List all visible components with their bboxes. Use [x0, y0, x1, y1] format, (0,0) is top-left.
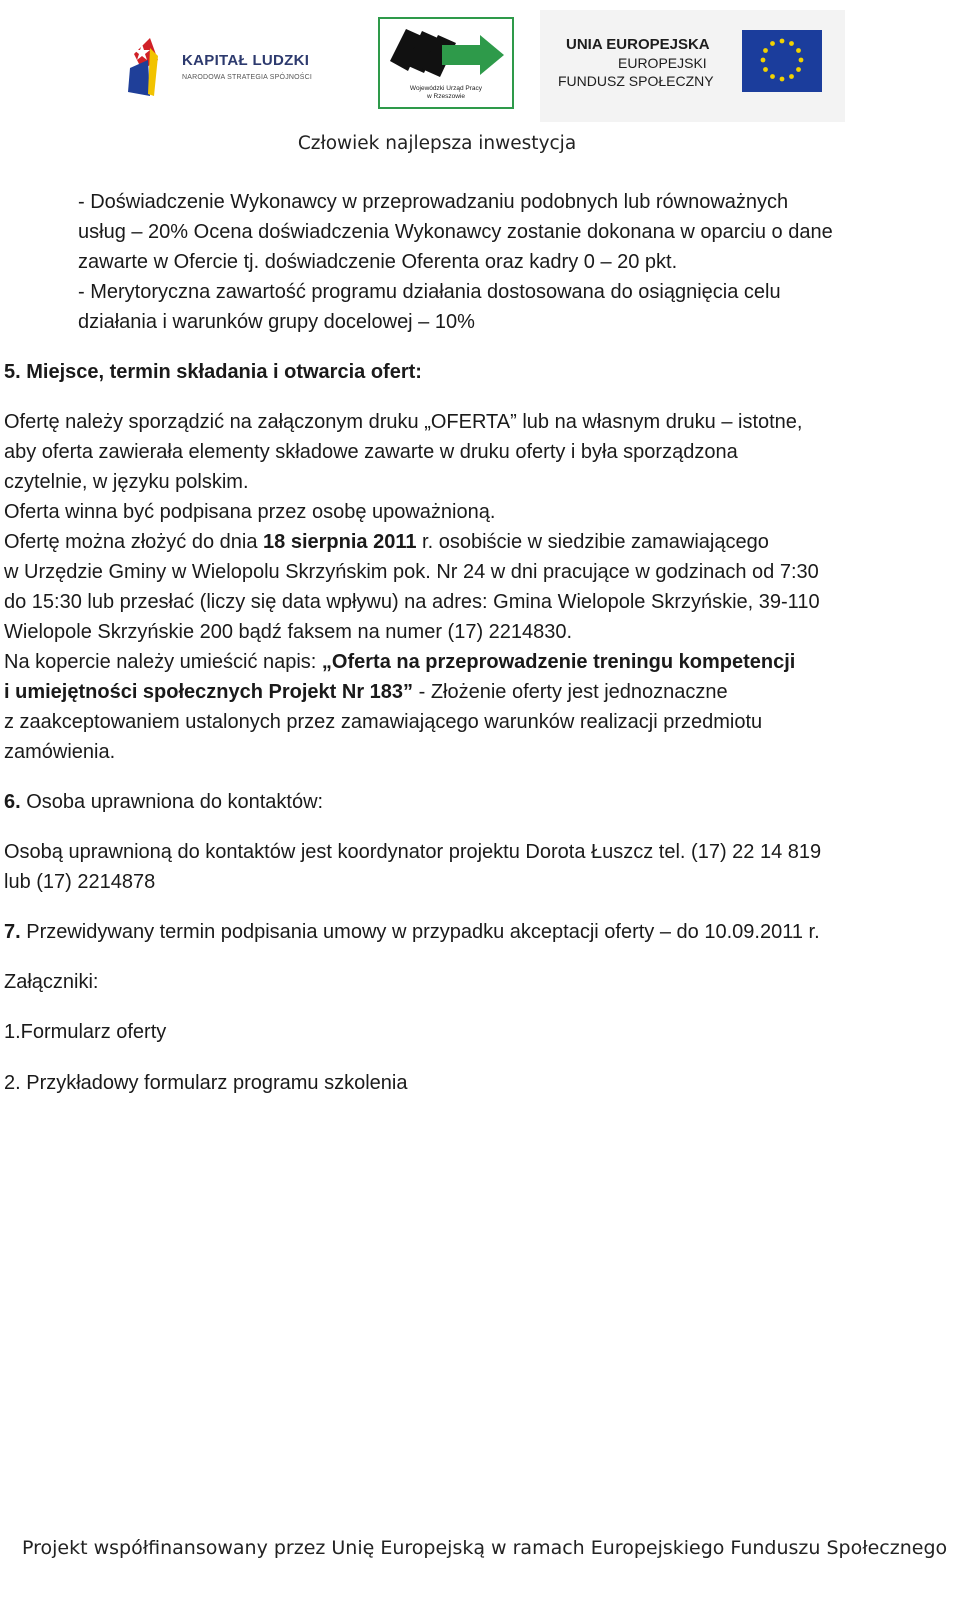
section5-line-2: aby oferta zawierała elementy składowe zawarte w druku oferty i była sporządzona [4, 441, 738, 463]
section5-line-1: Ofertę należy sporządzić na załączonym druku „OFERTA” lub na własnym druku – istotne, [4, 411, 803, 433]
criteria-line-3: zawarte w Ofercie tj. doświadczenie Oferenta oraz kadry 0 – 20 pkt. [78, 251, 678, 273]
motto: Człowiek najlepsza inwestycja [297, 133, 577, 154]
section5-line-7: do 15:30 lub przesłać (liczy się data wpływu) na adres: Gmina Wielopole Skrzyńskie, 39-110 [4, 591, 820, 613]
criteria-line-1: - Doświadczenie Wykonawcy w przeprowadzaniu podobnych lub równoważnych [78, 191, 789, 213]
attachment-item-1: 1.Formularz oferty [4, 1021, 167, 1043]
eu-label-line1: UNIA EUROPEJSKA [566, 36, 710, 53]
deadline-intro: Ofertę można złożyć do dnia [4, 531, 264, 553]
attachment-item-2: 2. Przykładowy formularz programu szkolenia [4, 1072, 408, 1094]
eu-efs-logo [540, 10, 845, 122]
section5-heading: 5. Miejsce, termin składania i otwarcia ofert: [4, 361, 422, 383]
kapital-ludzki-title: KAPITAŁ LUDZKI [182, 52, 310, 69]
wup-label [380, 85, 512, 101]
section5-line-5 [4, 527, 769, 557]
page-footer: Projekt współfinansowany przez Unię Europejską w ramach Europejskiego Funduszu Społecznego [22, 1537, 948, 1559]
section5-line-10 [4, 677, 728, 707]
eu-label-line3: FUNDUSZ SPOŁECZNY [558, 73, 714, 89]
eu-label-line2: EUROPEJSKI [618, 55, 707, 71]
kapital-ludzki-emblem-icon [128, 30, 178, 98]
section6-line-1: Osobą uprawnioną do kontaktów jest koordynator projektu Dorota Łuszcz tel. (17) 22 14 819 [4, 841, 822, 863]
criteria-line-4: - Merytoryczna zawartość programu działania dostosowana do osiągnięcia celu [78, 281, 781, 303]
section6-number: 6. [4, 791, 21, 813]
deadline-rest: r. osobiście w siedzibie zamawiającego [416, 531, 769, 553]
criteria-line-5: działania i warunków grupy docelowej – 10% [78, 311, 475, 333]
section5-line-12: zamówienia. [4, 741, 116, 763]
wup-rzeszow-logo [378, 17, 514, 109]
kapital-ludzki-subtitle: NARODOWA STRATEGIA SPÓJNOŚCI [182, 74, 313, 81]
wup-cards-arrow-icon [380, 21, 512, 85]
envelope-intro: Na kopercie należy umieścić napis: [4, 651, 322, 673]
attachments-heading: Załączniki: [4, 971, 99, 993]
deadline-date: 18 sierpnia 2011 [263, 531, 417, 553]
wup-label-line2: w Rzeszowie [427, 93, 465, 100]
kapital-ludzki-logo [128, 30, 338, 100]
page-header [0, 0, 960, 154]
eu-flag-icon [742, 30, 822, 92]
section5-line-11: z zaakceptowaniem ustalonych przez zamawiającego warunków realizacji przedmiotu [4, 711, 763, 733]
section5-line-4: Oferta winna być podpisana przez osobę upoważnioną. [4, 501, 496, 523]
section7-number: 7. [4, 921, 21, 943]
section6-heading [4, 787, 323, 817]
envelope-label-part1: „Oferta na przeprowadzenie treningu kompetencji [321, 651, 796, 673]
wup-label-line1: Wojewódzki Urząd Pracy [409, 85, 483, 92]
section5-line-9 [4, 647, 795, 677]
section6-line-2: lub (17) 2214878 [4, 871, 156, 893]
section7-line [4, 917, 820, 947]
section6-title: Osoba uprawniona do kontaktów: [20, 791, 324, 813]
envelope-label-part2: i umiejętności społecznych Projekt Nr 183” [4, 681, 414, 703]
section5-line-3: czytelnie, w języku polskim. [4, 471, 249, 493]
criteria-line-2: usług – 20% Ocena doświadczenia Wykonawcy zostanie dokonana w oparciu o dane [78, 221, 833, 243]
section5-line-6: w Urzędzie Gminy w Wielopolu Skrzyńskim pok. Nr 24 w dni pracujące w godzinach od 7:30 [4, 561, 819, 583]
envelope-note: - Złożenie oferty jest jednoznaczne [413, 681, 728, 703]
section5-line-8: Wielopole Skrzyńskie 200 bądź faksem na numer (17) 2214830. [4, 621, 573, 643]
section7-text: Przewidywany termin podpisania umowy w przypadku akceptacji oferty – do 10.09.2011 r. [20, 921, 820, 943]
